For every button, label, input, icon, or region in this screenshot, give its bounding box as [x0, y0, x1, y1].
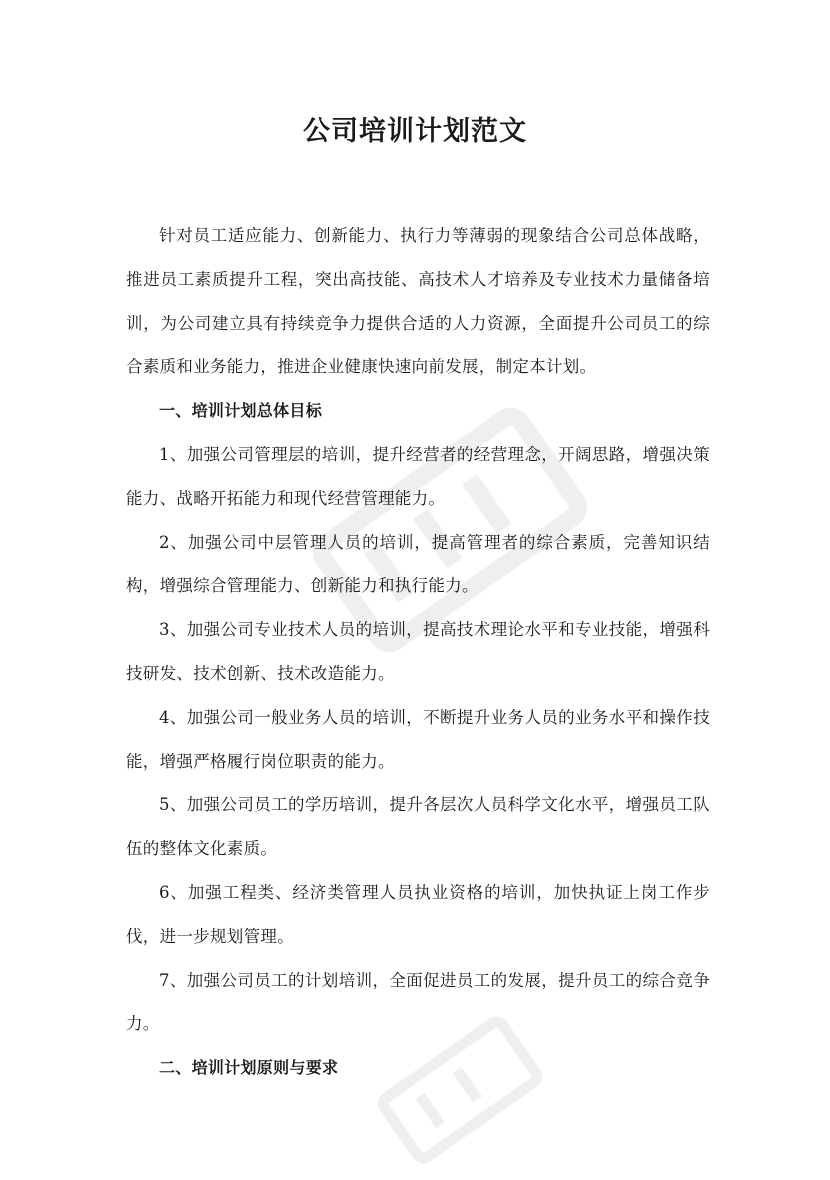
list-item: 1、加强公司管理层的培训，提升经营者的经营理念，开阔思路，增强决策能力、战略开拓能力和现代经营管理能力。	[126, 444, 710, 508]
section-heading-goals: 一、培训计划总体目标	[159, 401, 323, 421]
list-item: 3、加强公司专业技术人员的培训，提高技术理论水平和专业技能，增强科技研发、技术创新、技术改造能力。	[126, 620, 710, 683]
document-title: 公司培训计划范文	[303, 116, 527, 147]
list-item: 6、加强工程类、经济类管理人员执业资格的培训，加快执证上岗工作步伐，进一步规划管理。	[126, 882, 710, 946]
intro-paragraph: 针对员工适应能力、创新能力、执行力等薄弱的现象结合公司总体战略，推进员工素质提升工程，突出高技能、高技术人才培养及专业技术力量储备培训，为公司建立具有持续竞争力提供合适的人力资源，全面提升公司员工的综合素质和业务能力，推进企业健康快速向前发展，制定本计划。	[126, 226, 710, 377]
section-heading-principles: 二、培训计划原则与要求	[159, 1058, 339, 1078]
document-body	[126, 214, 710, 1090]
list-item: 5、加强公司员工的学历培训，提升各层次人员科学文化水平，增强员工队伍的整体文化素质。	[126, 795, 710, 859]
list-item: 4、加强公司一般业务人员的培训，不断提升业务人员的业务水平和操作技能，增强严格履行岗位职责的能力。	[126, 707, 710, 771]
list-item: 2、加强公司中层管理人员的培训，提高管理者的综合素质，完善知识结构，增强综合管理能力、创新能力和执行能力。	[126, 532, 710, 596]
list-item: 7、加强公司员工的计划培训，全面促进员工的发展，提升员工的综合竞争力。	[126, 970, 710, 1034]
